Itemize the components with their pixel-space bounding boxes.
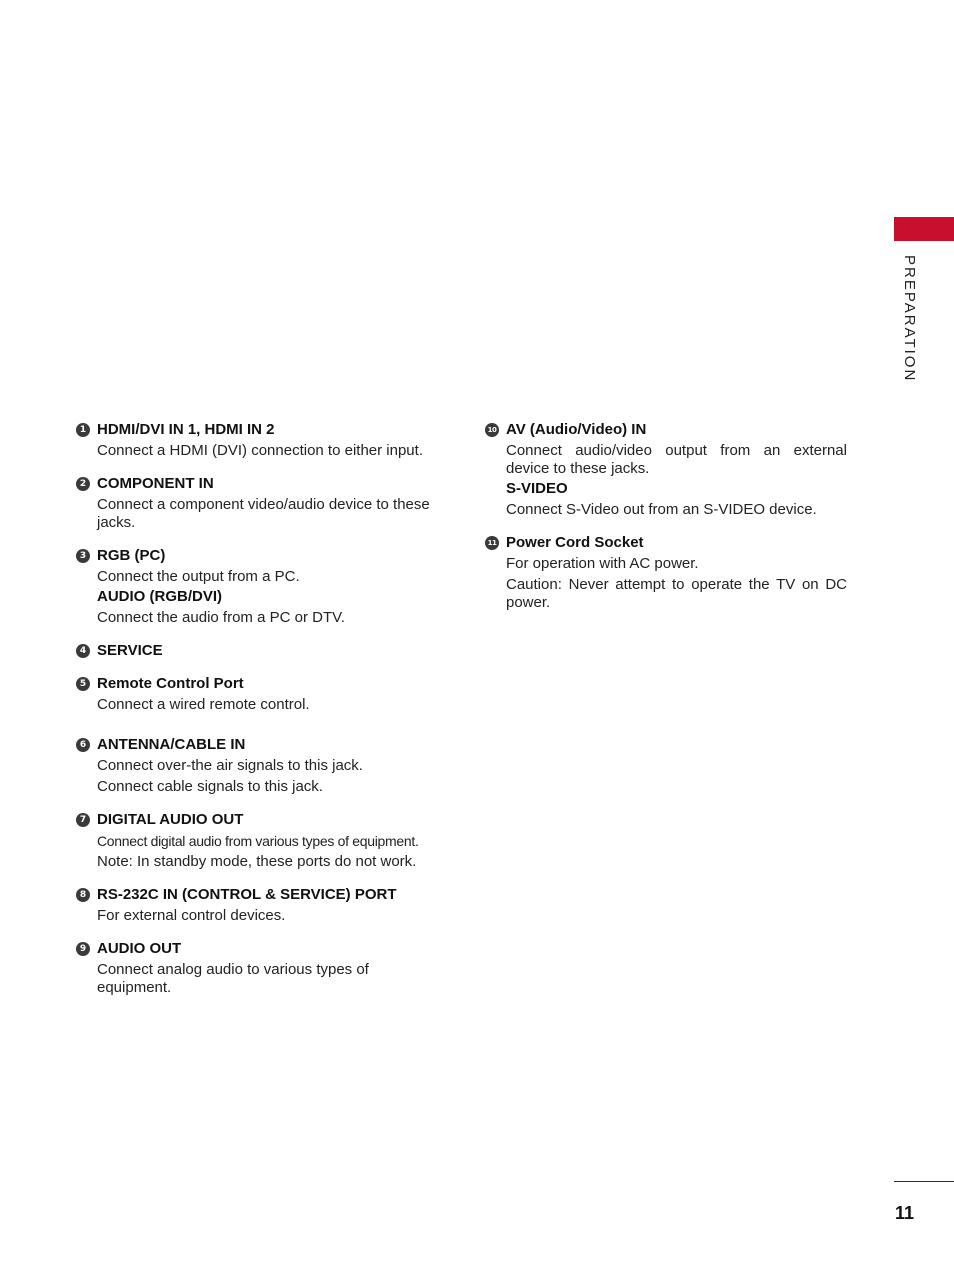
item-number-badge: 8 [76, 888, 90, 902]
item-number-badge: 2 [76, 477, 90, 491]
item-description-2: Connect cable signals to this jack. [97, 778, 323, 795]
item-description: Connect the output from a PC. [97, 568, 300, 585]
item-title: SERVICE [97, 642, 163, 659]
list-item [76, 642, 442, 660]
item-title: Remote Control Port [97, 675, 244, 692]
item-subtitle: S-VIDEO [506, 480, 568, 497]
item-number-badge: 3 [76, 549, 90, 563]
item-description: Connect a HDMI (DVI) connection to either input. [97, 442, 423, 459]
item-subdescription: Connect the audio from a PC or DTV. [97, 609, 345, 626]
item-number-badge: 10 [485, 423, 499, 437]
section-label: PREPARATION [901, 255, 918, 383]
item-title: DIGITAL AUDIO OUT [97, 811, 244, 828]
left-column [76, 421, 442, 997]
list-item [76, 421, 442, 460]
item-description: Connect analog audio to various types of equipment. [97, 961, 369, 996]
item-description: For operation with AC power. [506, 555, 699, 572]
item-description-2: Caution: Never attempt to operate the TV on DC power. [506, 576, 847, 611]
item-description: For external control devices. [97, 907, 286, 924]
item-description: Connect a wired remote control. [97, 696, 310, 713]
item-number-badge: 5 [76, 677, 90, 691]
list-item [76, 547, 442, 627]
item-number-badge: 9 [76, 942, 90, 956]
list-item [485, 421, 847, 519]
item-number-badge: 11 [485, 536, 499, 550]
item-title: ANTENNA/CABLE IN [97, 736, 246, 753]
page-number: 11 [895, 1203, 915, 1223]
item-number-badge: 7 [76, 813, 90, 827]
item-description-2: Note: In standby mode, these ports do not work. [97, 853, 417, 870]
item-description: Connect over-the air signals to this jack. [97, 757, 363, 774]
item-subtitle: AUDIO (RGB/DVI) [97, 588, 222, 605]
list-item [76, 675, 442, 714]
list-item [76, 886, 442, 925]
item-number-badge: 6 [76, 738, 90, 752]
item-title: AUDIO OUT [97, 940, 182, 957]
list-item [76, 475, 442, 532]
item-description: Connect a component video/audio device to these jacks. [97, 496, 430, 531]
item-title: COMPONENT IN [97, 475, 214, 492]
item-number-badge: 1 [76, 423, 90, 437]
item-title: Power Cord Socket [506, 534, 644, 551]
item-description: Connect audio/video output from an external device to these jacks. [506, 442, 847, 477]
item-description: Connect digital audio from various types of equipment. [97, 833, 419, 849]
list-item [76, 736, 442, 796]
item-subdescription: Connect S-Video out from an S-VIDEO device. [506, 501, 817, 518]
item-title: AV (Audio/Video) IN [506, 421, 647, 438]
list-item [76, 940, 442, 997]
section-tab [894, 217, 954, 241]
footer-rule [894, 1181, 954, 1182]
item-number-badge: 4 [76, 644, 90, 658]
list-item [485, 534, 847, 612]
item-title: HDMI/DVI IN 1, HDMI IN 2 [97, 421, 275, 438]
right-column [485, 421, 847, 612]
item-title: RS-232C IN (CONTROL & SERVICE) PORT [97, 886, 397, 903]
list-item [76, 811, 442, 871]
item-title: RGB (PC) [97, 547, 166, 564]
